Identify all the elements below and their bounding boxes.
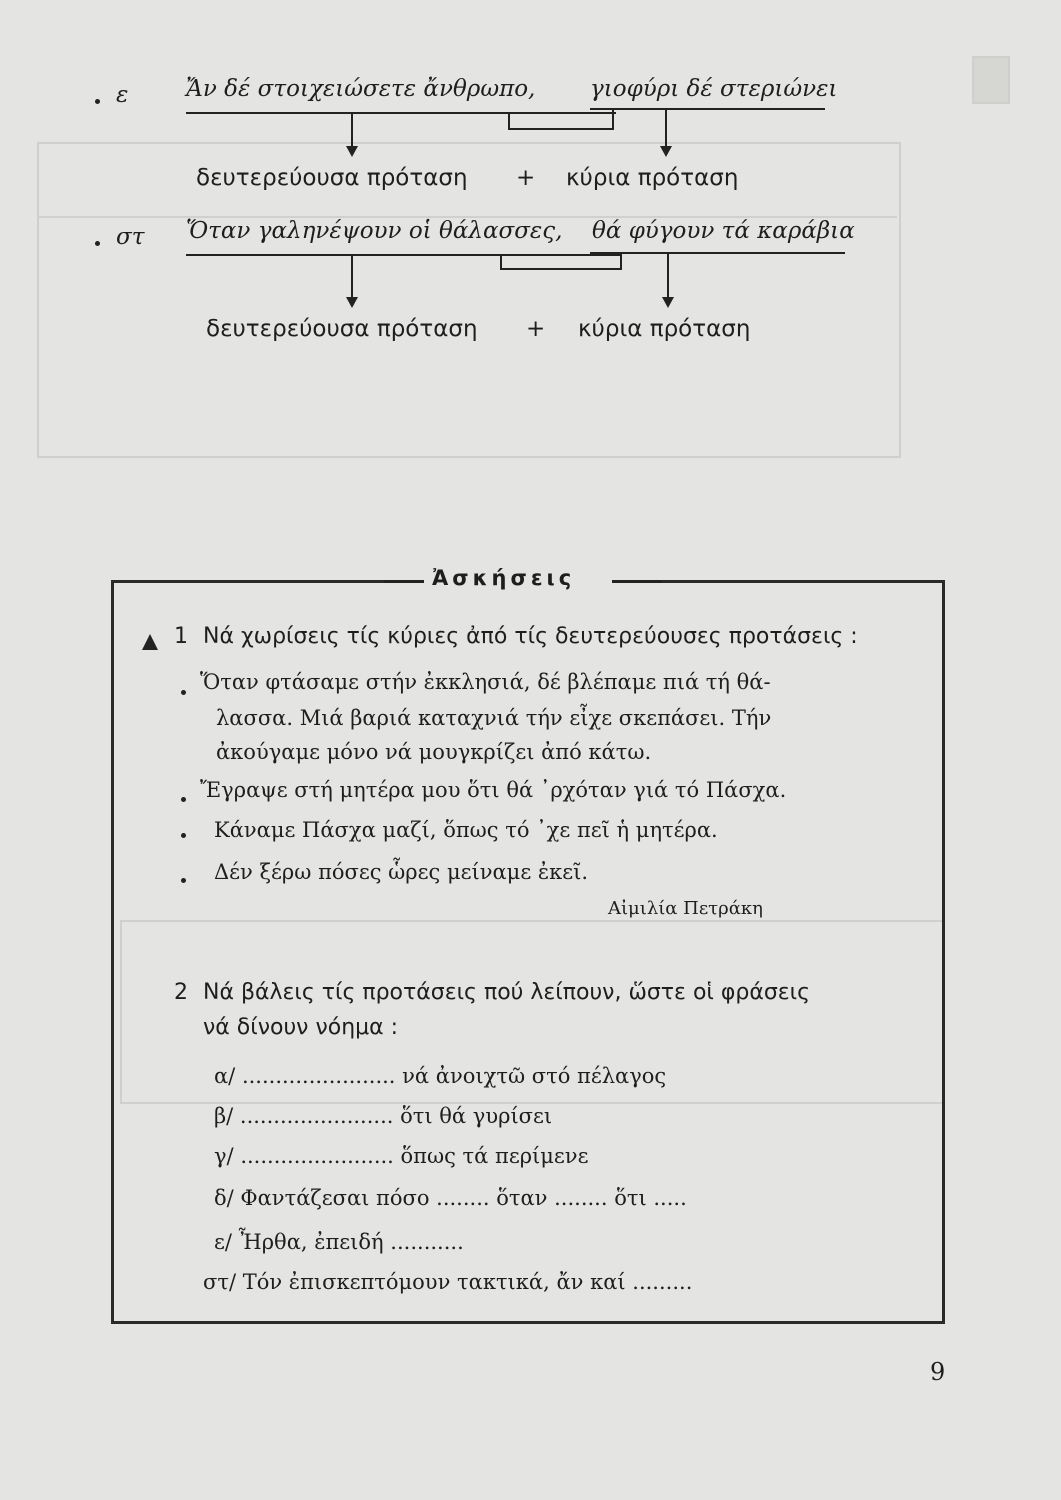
fill-item <box>214 1186 687 1210</box>
item-label: ε/ <box>214 1230 232 1254</box>
underline-main <box>590 108 825 110</box>
fill-item <box>214 1064 666 1088</box>
plus-sign: + <box>516 165 536 191</box>
exercise-2-number: 2 <box>174 980 188 1005</box>
bullet <box>95 99 100 104</box>
bracket-bottom <box>508 128 614 130</box>
item-label: στ/ <box>203 1270 237 1294</box>
item-label: γ/ <box>214 1144 234 1168</box>
arrow-shaft <box>665 110 667 147</box>
example-marker: στ <box>116 224 145 250</box>
exercise-1-number: 1 <box>174 624 188 649</box>
fill-item <box>214 1104 552 1128</box>
bracket-right <box>620 254 622 270</box>
label-main: κύρια πρόταση <box>578 316 751 342</box>
passage-line: ἀκούγαμε μόνο νά μουγκρίζει ἀπό κάτω. <box>216 740 652 764</box>
arrow-down-icon <box>660 146 672 157</box>
underline-subordinate <box>186 254 622 256</box>
item-label: α/ <box>214 1064 236 1088</box>
subordinate-clause: Ἄν δέ στοιχειώσετε ἄνθρωπο, <box>186 76 536 102</box>
arrow-down-icon <box>346 146 358 157</box>
main-clause: θά φύγουν τά καράβια <box>592 218 855 244</box>
passage-line: Ὅταν φτάσαμε στήν ἐκκλησιά, δέ βλέπαμε πιά τή θά- <box>200 670 771 694</box>
label-main: κύρια πρόταση <box>566 165 739 191</box>
fill-item <box>214 1144 588 1168</box>
arrow-shaft <box>351 114 353 147</box>
subordinate-clause: Ὅταν γαληνέψουν οἱ θάλασσες, <box>186 218 563 244</box>
item-text: ....................... νά ἀνοιχτῶ στό πέλαγος <box>241 1064 667 1088</box>
arrow-down-icon <box>346 297 358 308</box>
underline-subordinate <box>186 112 616 114</box>
plus-sign: + <box>526 316 546 342</box>
sentence: Ἔγραψε στή μητέρα μου ὅτι θά ᾽ρχόταν γιά τό Πάσχα. <box>200 778 787 802</box>
bleed-through-table <box>37 142 901 458</box>
exercise-1-instruction: Νά χωρίσεις τίς κύριες ἀπό τίς δευτερεύουσες προτάσεις : <box>203 624 858 649</box>
bracket-bottom <box>500 268 622 270</box>
arrow-shaft <box>351 256 353 298</box>
item-label: δ/ <box>214 1186 234 1210</box>
item-text: Τόν ἐπισκεπτόμουν τακτικά, ἄν καί ......... <box>242 1270 693 1294</box>
author: Αἰμιλία Πετράκη <box>608 898 763 919</box>
fill-item <box>214 1230 464 1254</box>
item-text: ....................... ὅτι θά γυρίσει <box>239 1104 553 1128</box>
item-text: Ἦρθα, ἐπειδή ........... <box>238 1230 464 1254</box>
bullet <box>181 690 186 695</box>
bracket-right <box>612 110 614 130</box>
label-subordinate: δευτερεύουσα πρόταση <box>196 165 468 191</box>
item-text: ....................... ὅπως τά περίμενε <box>240 1144 589 1168</box>
arrow-down-icon <box>662 297 674 308</box>
arrow-shaft <box>667 254 669 298</box>
sentence: Κάναμε Πάσχα μαζί, ὅπως τό ᾽χε πεῖ ἡ μητέρα. <box>214 818 718 842</box>
bullet <box>181 878 186 883</box>
label-subordinate: δευτερεύουσα πρόταση <box>206 316 478 342</box>
item-label: β/ <box>214 1104 234 1128</box>
exercise-2-instruction: νά δίνουν νόημα : <box>203 1015 399 1040</box>
bullet <box>181 797 186 802</box>
bullet <box>95 241 100 246</box>
exercises-title: Ἀσκήσεις <box>432 566 576 590</box>
page-number: 9 <box>930 1358 946 1386</box>
sentence: Δέν ξέρω πόσες ὧρες μείναμε ἐκεῖ. <box>214 860 589 884</box>
bullet <box>181 833 186 838</box>
title-rule-left <box>384 580 424 583</box>
exercise-2-instruction: Νά βάλεις τίς προτάσεις πού λείπουν, ὥστε οἱ φράσεις <box>203 980 811 1005</box>
main-clause: γιοφύρι δέ στεριώνει <box>590 76 838 102</box>
example-marker: ε <box>116 82 129 108</box>
bleed-through-corner-mark <box>972 56 1010 104</box>
item-text: Φαντάζεσαι πόσο ........ ὅταν ........ ὅτι ..... <box>240 1186 687 1210</box>
passage-line: λασσα. Μιά βαριά καταχνιά τήν εἶχε σκεπάσει. Τήν <box>216 706 772 730</box>
title-rule-right <box>612 580 662 583</box>
triangle-marker-icon <box>142 634 158 650</box>
underline-main <box>590 252 845 254</box>
fill-item <box>203 1270 692 1294</box>
